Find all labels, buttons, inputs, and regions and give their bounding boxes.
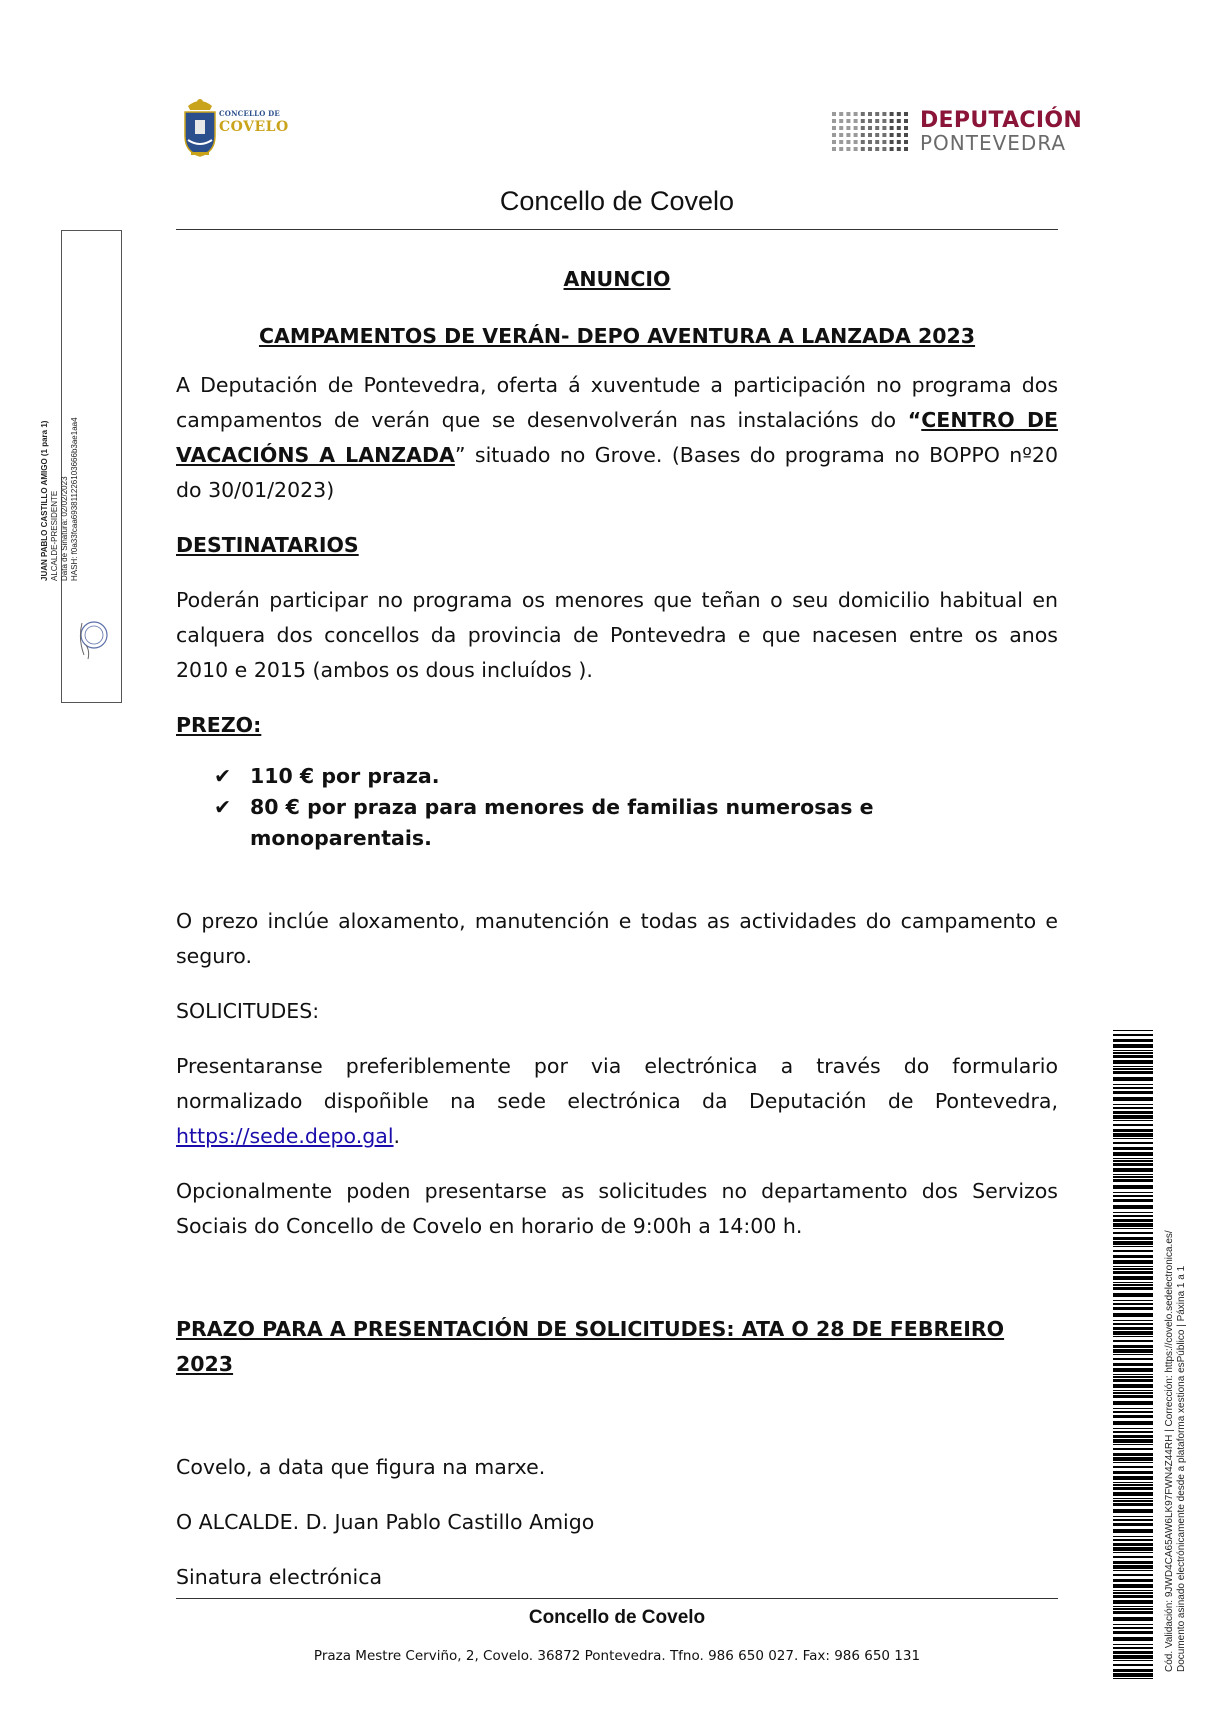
- intro-text-after: ” situado no Grove. (Bases do programa no BOPPO nº20 do 30/01/2023): [176, 443, 1058, 502]
- footer-title: Concello de Covelo: [528, 1607, 706, 1628]
- covelo-logo-name: COVELO: [219, 119, 289, 135]
- covelo-logo-caption: CONCELLO DE: [219, 109, 280, 118]
- solicitudes-paragraph: [176, 1049, 1058, 1154]
- sign-place: Covelo, a data que figura na marxe.: [176, 1455, 546, 1479]
- centro-name: CENTRO DE VACACIÓNS A LANZADA: [176, 408, 1058, 467]
- solicitudes-text-after: .: [393, 1124, 401, 1148]
- covelo-logo: [180, 96, 290, 158]
- deputacion-logo: [832, 108, 1083, 155]
- footer-address: Praza Mestre Cerviño, 2, Covelo. 36872 Pontevedra. Tfno. 986 650 027. Fax: 986 650 131: [313, 1648, 921, 1664]
- sign-type: Sinatura electrónica: [176, 1565, 383, 1589]
- price-text: 110 € por praza.: [250, 764, 440, 788]
- deputacion-dots-icon: [832, 112, 914, 154]
- destinatarios-paragraph: Poderán participar no programa os menores que teñan o seu domicilio habitual en calquera dos concellos da provincia de Pontevedra e que nacesen entre os anos 2010 e 2015 (ambos os dous incluídos ).: [176, 588, 1058, 682]
- barcode-icon: [1113, 1030, 1153, 1680]
- opcional-paragraph: Opcionalmente poden presentarse as solicitudes no departamento dos Servizos Sociais do Concello de Covelo en horario de 9:00h a 14:00 h.: [176, 1179, 1058, 1238]
- solicitudes-text: Presentaranse preferiblemente por via electrónica a través do formulario normalizado dispoñible na sede electrónica da Deputación de Pontevedra,: [176, 1054, 1058, 1113]
- announcement-heading: ANUNCIO: [563, 267, 671, 291]
- prezo-heading: PREZO:: [176, 713, 262, 737]
- sign-name: O ALCALDE. D. Juan Pablo Castillo Amigo: [176, 1510, 595, 1534]
- covelo-shield-icon: [180, 96, 220, 158]
- intro-quote: “: [907, 408, 922, 432]
- destinatarios-heading: DESTINATARIOS: [176, 533, 359, 557]
- checkmark-icon: ✔: [214, 764, 232, 788]
- sede-link[interactable]: https://sede.depo.gal: [176, 1124, 394, 1148]
- price-list: [176, 761, 1058, 854]
- header-divider: [176, 229, 1058, 230]
- prezo-paragraph: O prezo inclúe aloxamento, manutención e todas as actividades do campamento e seguro.: [176, 909, 1058, 968]
- camp-title: CAMPAMENTOS DE VERÁN- DEPO AVENTURA A LANZADA 2023: [258, 324, 976, 348]
- signer-role: ALCALDE-PRESIDENTE: [50, 490, 59, 581]
- signature-date: Data de Sinatura: 02/02/2023: [60, 476, 69, 581]
- verification-line-1: Cód. Validación: 9JWD4CA65AW6LK97FWN4Z44RH | Corrección: https://covelo.sedelectronica.es/: [1164, 1230, 1175, 1672]
- solicitudes-heading: SOLICITUDES:: [176, 999, 320, 1023]
- footer-divider: [176, 1598, 1058, 1599]
- signature-panel: [40, 230, 122, 703]
- deputacion-logo-line2: PONTEVEDRA: [920, 131, 1067, 155]
- signer-name: JUAN PABLO CASTILLO AMIGO (1 para 1): [40, 420, 49, 581]
- checkmark-icon: ✔: [214, 795, 232, 819]
- list-item: [214, 792, 1058, 854]
- document-body: [176, 262, 1058, 1595]
- signature-seal-icon: [72, 615, 112, 661]
- intro-text: A Deputación de Pontevedra, oferta á xuventude a participación no programa dos campamentos de verán que se desenvolverán nas instalacións do: [176, 373, 1058, 432]
- page-title: Concello de Covelo: [499, 186, 735, 216]
- verification-text: [1164, 1032, 1188, 1672]
- deadline-heading: PRAZO PARA A PRESENTACIÓN DE SOLICITUDES: ATA O 28 DE FEBREIRO 2023: [176, 1317, 1005, 1376]
- price-text: 80 € por praza para menores de familias numerosas e monoparentais.: [250, 795, 874, 850]
- signature-hash: HASH: f0a33fcaa693811226103666b3ae1aa4: [70, 417, 79, 581]
- deputacion-logo-line1: DEPUTACIÓN: [920, 108, 1083, 133]
- intro-paragraph: [176, 368, 1058, 508]
- list-item: [214, 761, 1058, 792]
- verification-line-2: Documento asinado electrónicamente desde a plataforma xestiona esPúblico | Páxina 1 a 1: [1176, 1265, 1187, 1672]
